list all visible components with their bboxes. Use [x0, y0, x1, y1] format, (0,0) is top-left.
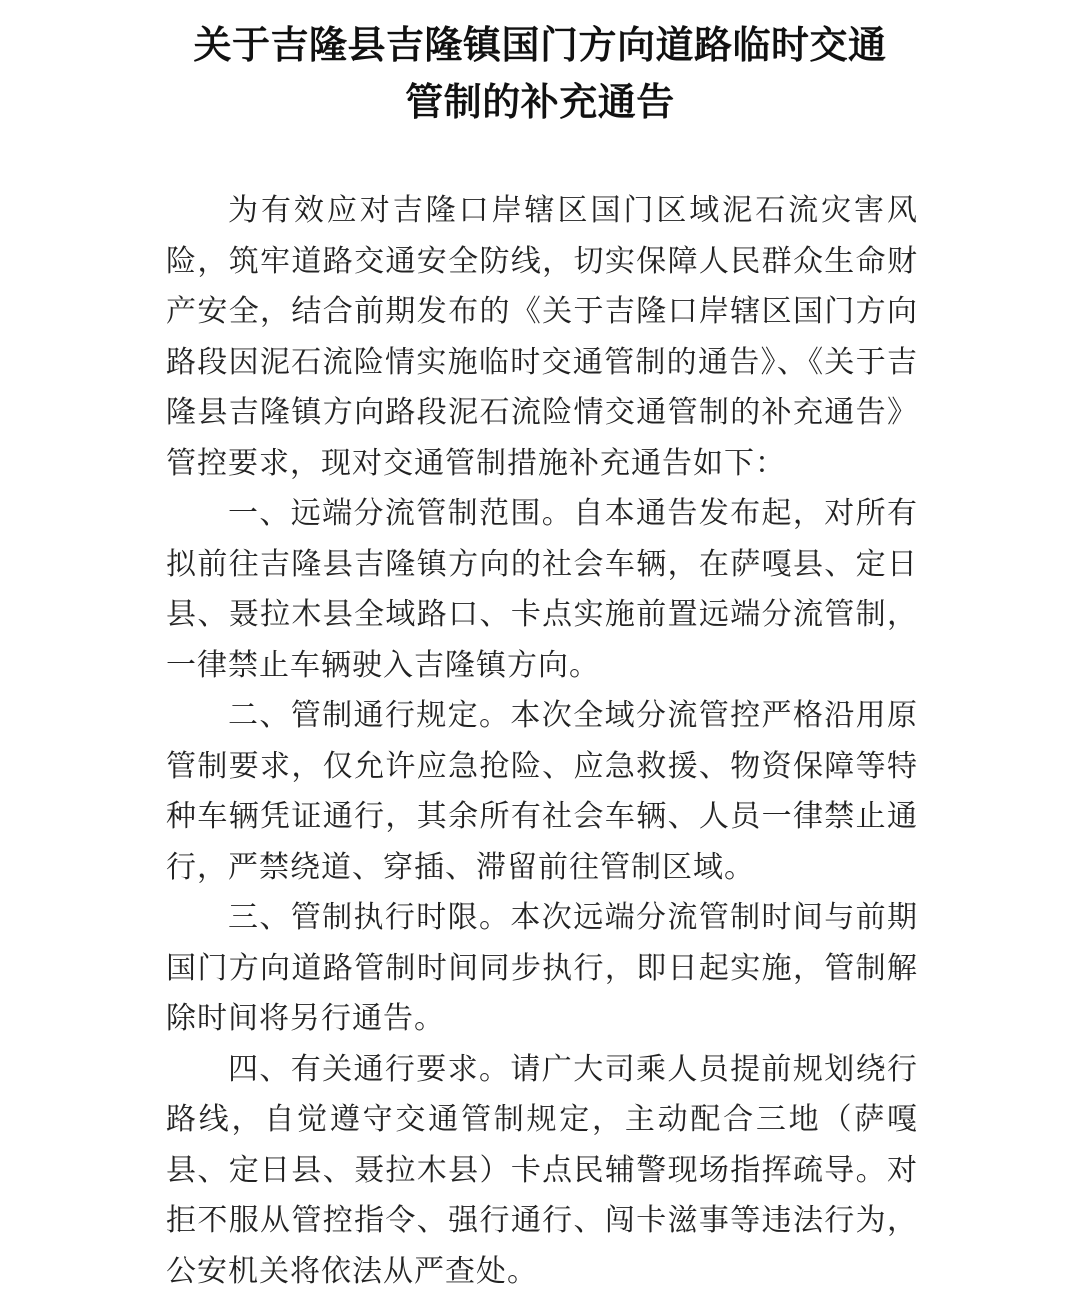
- section-1-paragraph: 一、远端分流管制范围。自本通告发布起，对所有拟前往吉隆县吉隆镇方向的社会车辆，在萨嘎县、定日县、聂拉木县全域路口、卡点实施前置远端分流管制，一律禁止车辆驶入吉隆镇方向。: [166, 489, 918, 691]
- intro-paragraph: 为有效应对吉隆口岸辖区国门区域泥石流灾害风险，筑牢道路交通安全防线，切实保障人民群众生命财产安全，结合前期发布的《关于吉隆口岸辖区国门方向路段因泥石流险情实施临时交通管制的通告》、《关于吉隆县吉隆镇方向路段泥石流险情交通管制的补充通告》管控要求，现对交通管制措施补充通告如下：: [166, 186, 918, 489]
- section-3-paragraph: 三、管制执行时限。本次远端分流管制时间与前期国门方向道路管制时间同步执行，即日起实施，管制解除时间将另行通告。: [166, 893, 918, 1045]
- document-title-line-1: 关于吉隆县吉隆镇国门方向道路临时交通: [0, 20, 1080, 70]
- section-4-paragraph: 四、有关通行要求。请广大司乘人员提前规划绕行路线，自觉遵守交通管制规定，主动配合三地（萨嘎县、定日县、聂拉木县）卡点民辅警现场指挥疏导。对拒不服从管控指令、强行通行、闯卡滋事等违法行为，公安机关将依法从严查处。: [166, 1045, 918, 1297]
- section-2-paragraph: 二、管制通行规定。本次全域分流管控严格沿用原管制要求，仅允许应急抢险、应急救援、物资保障等特种车辆凭证通行，其余所有社会车辆、人员一律禁止通行，严禁绕道、穿插、滞留前往管制区域。: [166, 691, 918, 893]
- document-title-line-2: 管制的补充通告: [0, 77, 1080, 127]
- document-body: [166, 186, 918, 1297]
